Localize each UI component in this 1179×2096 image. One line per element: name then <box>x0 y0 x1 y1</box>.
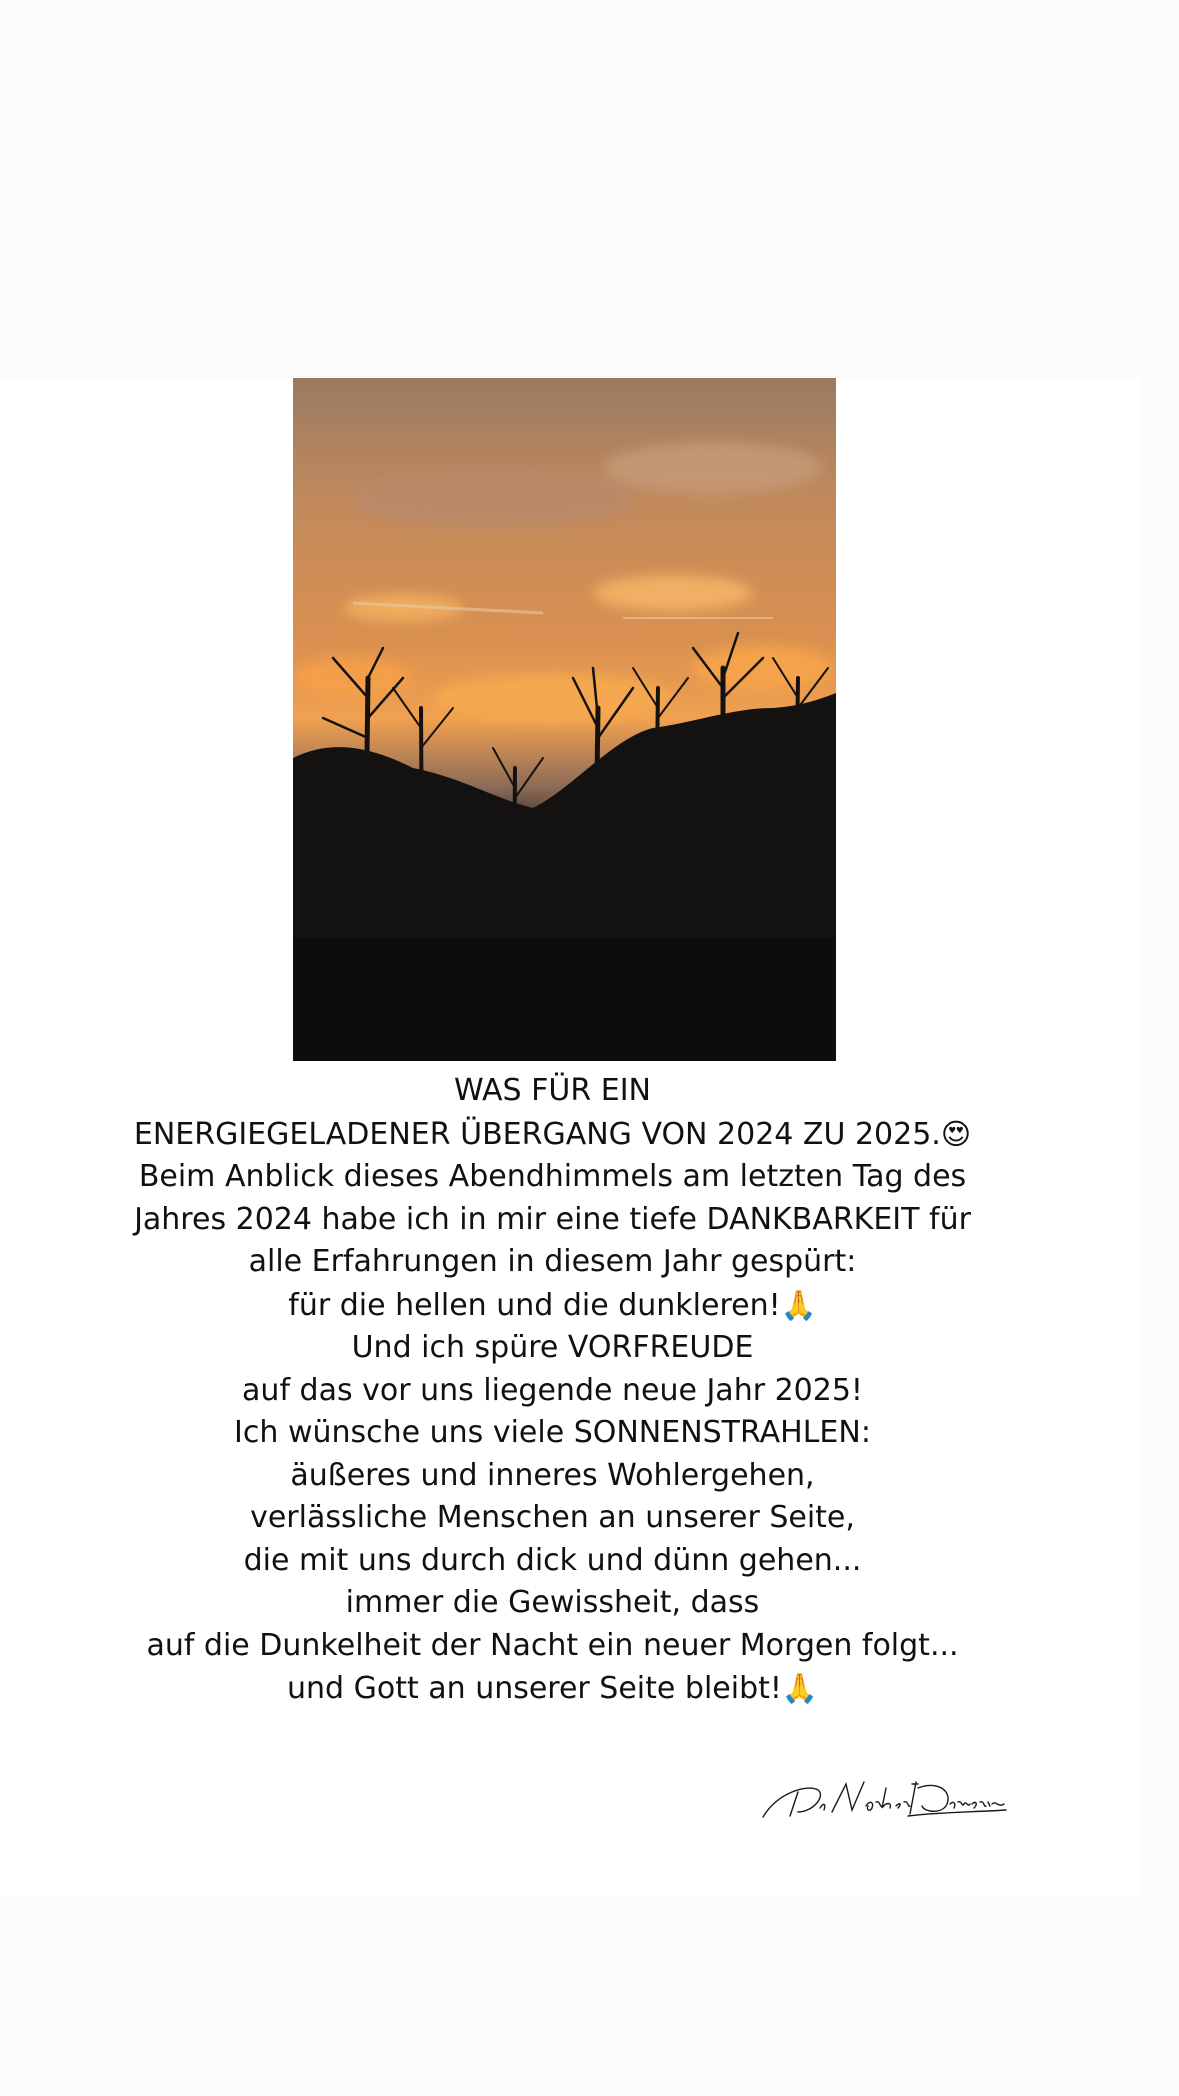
message-line: die mit uns durch dick und dünn gehen... <box>243 1542 862 1578</box>
message-line: verlässliche Menschen an unserer Seite, <box>250 1500 855 1535</box>
message-line: für die hellen und die dunkleren!🙏 <box>288 1287 817 1323</box>
message-line: alle Erfahrungen in diesem Jahr gespürt: <box>248 1244 857 1279</box>
message-line: und Gott an unserer Seite bleibt!🙏 <box>286 1671 819 1706</box>
message-line: Jahres 2024 habe ich in mir eine tiefe DANKBARKEIT für <box>134 1201 971 1237</box>
message-line: Beim Anblick dieses Abendhimmels am letzten Tag des <box>138 1159 967 1194</box>
message-line: Und ich spüre VORFREUDE <box>351 1330 754 1365</box>
sunset-illustration <box>293 378 836 1061</box>
sunset-photo <box>293 378 836 1061</box>
message-line: immer die Gewissheit, dass <box>345 1585 760 1620</box>
praying-hands-emoji-icon: 🙏 <box>780 1287 817 1322</box>
message-line: auf die Dunkelheit der Nacht ein neuer Morgen folgt... <box>146 1627 959 1663</box>
post-message <box>20 1070 1085 1711</box>
handwritten-signature-icon <box>758 1772 1008 1832</box>
message-line: Ich wünsche uns viele SONNENSTRAHLEN: <box>234 1415 871 1450</box>
message-line: auf das vor uns liegende neue Jahr 2025! <box>242 1372 863 1408</box>
praying-hands-emoji-icon: 🙏 <box>781 1671 819 1705</box>
message-line: äußeres und inneres Wohlergehen, <box>290 1457 815 1493</box>
signature <box>758 1772 1008 1832</box>
heart-eyes-emoji-icon: 😍 <box>940 1116 972 1151</box>
message-line: WAS FÜR EIN <box>454 1073 651 1108</box>
message-line: ENERGIEGELADENER ÜBERGANG VON 2024 ZU 2025.😍 <box>133 1116 972 1152</box>
